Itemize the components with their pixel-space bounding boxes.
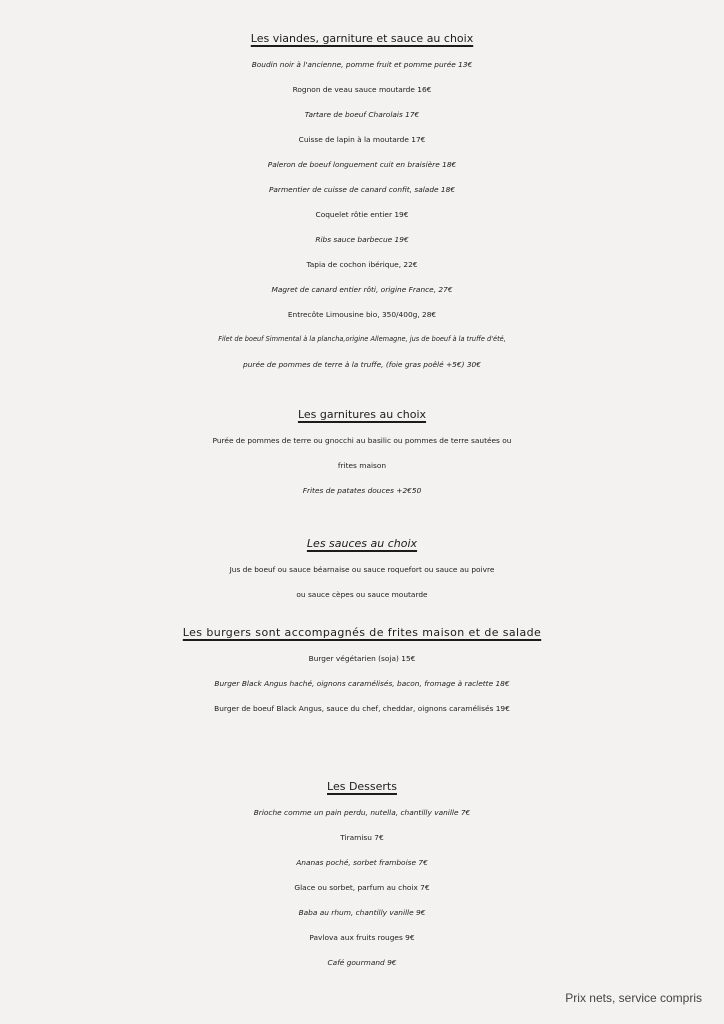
menu-item: Purée de pommes de terre ou gnocchi au basilic ou pommes de terre sautées ou <box>212 436 512 445</box>
menu-item: Filet de boeuf Simmental à la plancha,origine Allemagne, jus de boeuf à la truffe d'été, <box>218 335 506 343</box>
sauces-heading: Les sauces au choix <box>306 537 418 550</box>
menu-item: Paleron de boeuf longuement cuit en braisière 18€ <box>267 160 457 169</box>
menu-item: Parmentier de cuisse de canard confit, salade 18€ <box>268 185 456 194</box>
garnishes-heading: Les garnitures au choix <box>297 408 427 421</box>
menu-item: Brioche comme un pain perdu, nutella, chantilly vanille 7€ <box>253 808 471 817</box>
menu-item: Tapia de cochon ibérique, 22€ <box>306 260 418 269</box>
menu-item: Pavlova aux fruits rouges 9€ <box>309 933 415 942</box>
menu-item: Burger Black Angus haché, oignons caramélisés, bacon, fromage à raclette 18€ <box>214 679 510 688</box>
menu-item: Tiramisu 7€ <box>340 833 384 842</box>
menu-item: Magret de canard entier rôti, origine France, 27€ <box>271 285 453 294</box>
menu-item: Ananas poché, sorbet framboise 7€ <box>296 858 428 867</box>
desserts-section <box>0 774 724 975</box>
menu-item: Tartare de boeuf Charolais 17€ <box>304 110 420 119</box>
menu-item: Burger de boeuf Black Angus, sauce du chef, cheddar, oignons caramélisés 19€ <box>214 704 510 713</box>
menu-item: Café gourmand 9€ <box>327 958 397 967</box>
meats-section <box>0 26 724 377</box>
burgers-heading: Les burgers sont accompagnés de frites maison et de salade <box>182 626 542 639</box>
garnishes-section <box>0 402 724 503</box>
price-note: Prix nets, service compris <box>565 991 702 1005</box>
menu-item: Frites de patates douces +2€50 <box>302 486 422 495</box>
menu-item: Burger végétarien (soja) 15€ <box>308 654 416 663</box>
menu-item: Glace ou sorbet, parfum au choix 7€ <box>294 883 430 892</box>
menu-item: ou sauce cèpes ou sauce moutarde <box>296 590 428 599</box>
menu-item: purée de pommes de terre à la truffe, (foie gras poêlé +5€) 30€ <box>243 360 481 369</box>
menu-item: Coquelet rôtie entier 19€ <box>315 210 409 219</box>
menu-item: frites maison <box>337 461 387 470</box>
menu-item: Ribs sauce barbecue 19€ <box>315 235 409 244</box>
menu-item: Cuisse de lapin à la moutarde 17€ <box>298 135 426 144</box>
meats-heading: Les viandes, garniture et sauce au choix <box>250 32 474 45</box>
desserts-heading: Les Desserts <box>327 780 397 793</box>
menu-item: Rognon de veau sauce moutarde 16€ <box>292 85 432 94</box>
sauces-section <box>0 531 724 607</box>
menu-item: Baba au rhum, chantilly vanille 9€ <box>298 908 426 917</box>
burgers-section <box>0 620 724 721</box>
menu-item: Entrecôte Limousine bio, 350/400g, 28€ <box>287 310 437 319</box>
menu-item: Boudin noir à l'ancienne, pomme fruit et pomme purée 13€ <box>251 60 473 69</box>
menu-item: Jus de boeuf ou sauce béarnaise ou sauce roquefort ou sauce au poivre <box>229 565 495 574</box>
